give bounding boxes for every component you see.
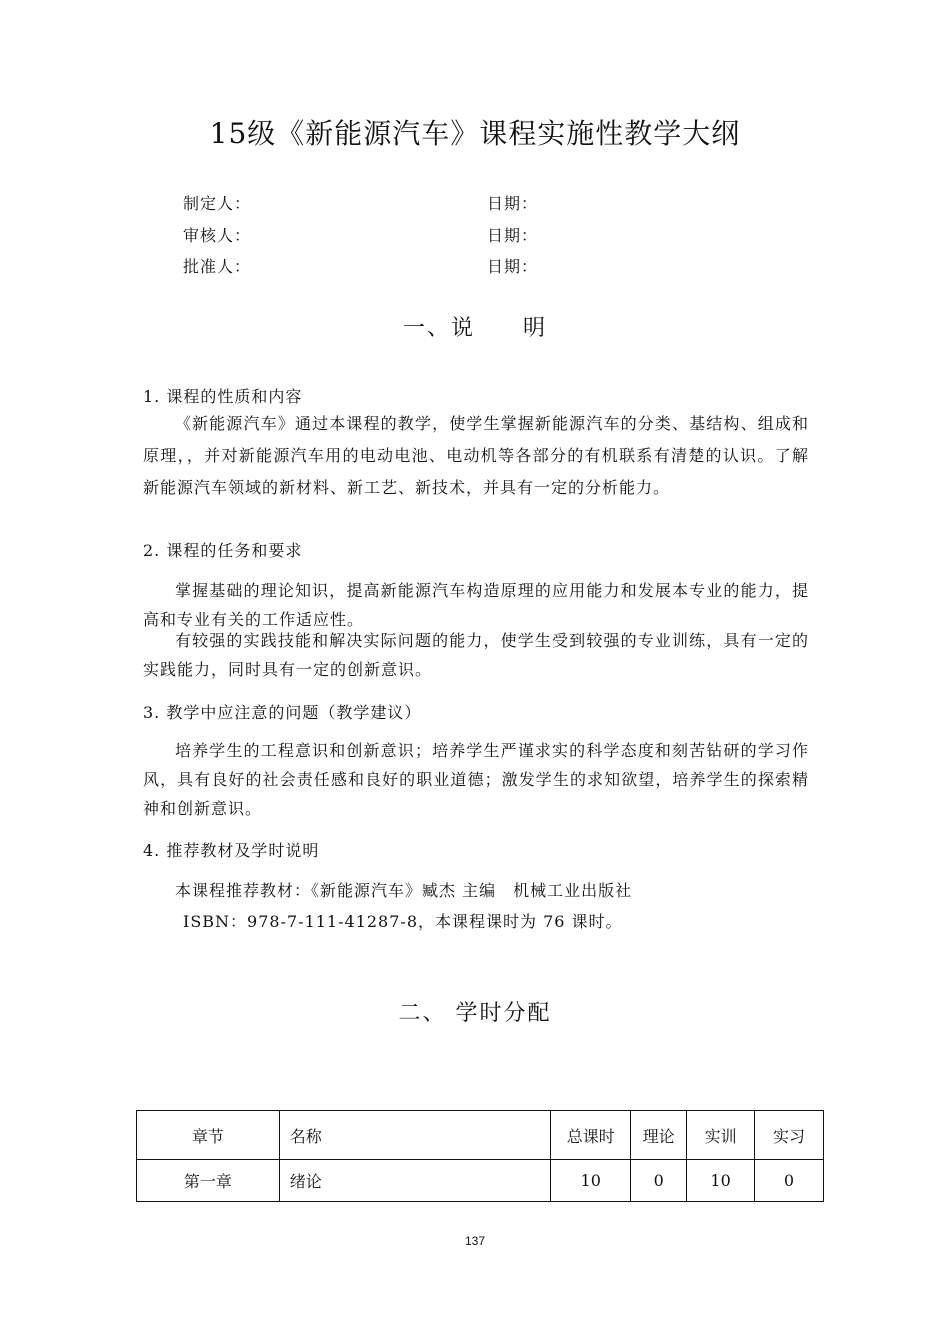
table-row — [137, 1160, 824, 1202]
paragraph-teaching-notes: 培养学生的工程意识和创新意识；培养学生严谨求实的科学态度和刻苦钻研的学习作风，具有良好的社会责任感和良好的职业道德；激发学生的求知欲望，培养学生的探索精神和创新意识。 — [143, 741, 809, 818]
cell-practice: 0 — [755, 1160, 824, 1202]
paragraph-course-tasks-2: 有较强的实践技能和解决实际问题的能力，使学生受到较强的专业训练，具有一定的实践能力，同时具有一定的创新意识。 — [143, 631, 809, 679]
hours-table — [136, 1110, 824, 1202]
header-theory: 理论 — [631, 1111, 687, 1160]
header-total-hours: 总课时 — [551, 1111, 631, 1160]
cell-chapter: 第一章 — [137, 1160, 280, 1202]
cell-theory: 0 — [631, 1160, 687, 1202]
cell-total-hours: 10 — [551, 1160, 631, 1202]
page-number: 137 — [464, 1234, 486, 1248]
subheading-teaching-notes: 3. 教学中应注意的问题（教学建议） — [143, 703, 422, 722]
textbook-line: 本课程推荐教材：《新能源汽车》臧杰 主编 机械工业出版社 — [175, 881, 633, 900]
paragraph-course-tasks-1: 掌握基础的理论知识，提高新能源汽车构造原理的应用能力和发展本专业的能力，提高和专业有关的工作适应性。 — [143, 581, 809, 629]
paragraph-course-nature: 《新能源汽车》通过本课程的教学，使学生掌握新能源汽车的分类、基结构、组成和原理，，并对新能源汽车用的电动电池、电动机等各部分的有机联系有清楚的认识。了解新能源汽车领域的新材料、新工艺、新技术，并具有一定的分析能力。 — [143, 414, 809, 497]
header-chapter: 章节 — [137, 1111, 280, 1160]
document-title: 15级《新能源汽车》课程实施性教学大纲 — [209, 117, 741, 150]
subheading-course-tasks: 2. 课程的任务和要求 — [143, 541, 303, 560]
cell-name: 绪论 — [279, 1160, 551, 1202]
reviewer-date-label: 日期： — [487, 226, 539, 245]
table-header-row — [137, 1111, 824, 1160]
isbn-line: ISBN：978-7-111-41287-8，本课程课时为 76 课时。 — [183, 912, 623, 931]
header-name: 名称 — [279, 1111, 551, 1160]
header-practice: 实习 — [755, 1111, 824, 1160]
subheading-course-nature: 1. 课程的性质和内容 — [143, 387, 303, 406]
approver-date-label: 日期： — [487, 257, 539, 276]
header-training: 实训 — [687, 1111, 755, 1160]
section-heading-explanation: 一、说 明 — [402, 316, 547, 341]
section-heading-hours: 二、 学时分配 — [398, 1001, 552, 1026]
reviewer-label: 审核人： — [183, 226, 252, 245]
author-label: 制定人： — [183, 194, 252, 213]
cell-training: 10 — [687, 1160, 755, 1202]
approver-label: 批准人： — [183, 257, 252, 276]
author-date-label: 日期： — [487, 194, 539, 213]
subheading-textbook: 4. 推荐教材及学时说明 — [143, 841, 320, 860]
